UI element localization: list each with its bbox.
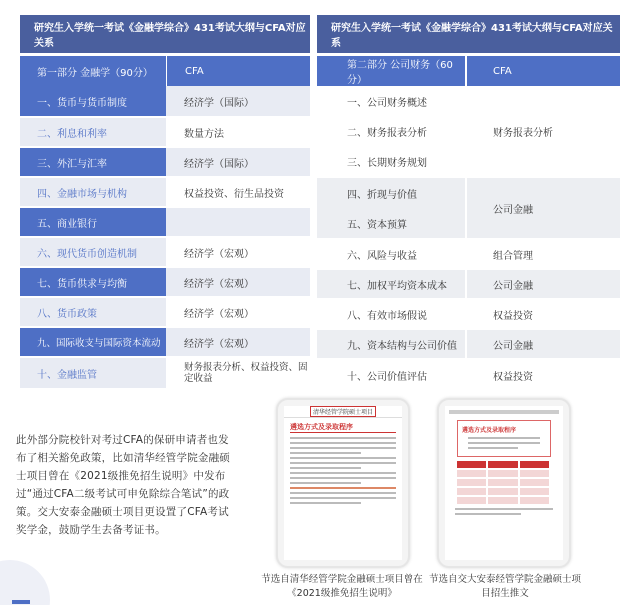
caption-jiaoda: 节选自交大安泰经管学院金融硕士项目招生推文 <box>428 574 581 599</box>
left-table-title: 研究生入学统一考试《金融学综合》431考试大纲与CFA对应关系 <box>20 15 310 53</box>
right-mapping-table <box>317 15 620 390</box>
phone-section-title: 遴选方式及录取程序 <box>290 422 396 433</box>
body-paragraph: 此外部分院校针对考过CFA的保研申请者也发布了相关豁免政策，比如清华经管学院金融硕士项目曾在《2021级推免招生说明》中发布过“通过CFA二级考试可申免除综合笔试”的政策。交大安泰金融硕士项目更设置了CFA考试奖学金，鼓励学生去备考证书。 <box>16 434 230 536</box>
table-row <box>317 238 620 268</box>
cfa-cell: 组合管理 <box>465 240 620 268</box>
cfa-cell: 权益投资 <box>465 300 620 328</box>
cfa-cell: 经济学（国际） <box>166 86 310 116</box>
topic-cell: 二、利息和利率 <box>20 118 166 146</box>
table-row <box>20 206 310 236</box>
decorative-bar <box>12 600 30 604</box>
cfa-cell: 公司金融 <box>465 330 620 358</box>
topic-cell: 七、货币供求与均衡 <box>20 268 166 296</box>
left-header-part: 第一部分 金融学（90分） <box>20 56 166 86</box>
decorative-circle <box>0 560 50 605</box>
right-header-cfa: CFA <box>465 56 620 86</box>
caption-tsinghua: 节选自清华经管学院金融硕士项目曾在《2021级推免招生说明》 <box>261 574 423 599</box>
topic-cell: 三、外汇与汇率 <box>20 148 166 176</box>
topic-cell: 四、折现与价值 <box>347 189 417 201</box>
cfa-cell: 数量方法 <box>166 118 310 146</box>
topic-cell: 二、财务报表分析 <box>347 127 427 139</box>
cfa-cell: 经济学（宏观） <box>166 268 310 296</box>
topic-cell: 七、加权平均资本成本 <box>347 280 447 292</box>
cfa-cell: 权益投资、衍生品投资 <box>166 178 310 206</box>
topic-cell: 六、风险与收益 <box>347 250 417 262</box>
table-row <box>20 356 310 388</box>
phone-section-title: 遴选方式及录取程序 <box>462 427 517 434</box>
phone-screenshot-tsinghua <box>276 398 410 568</box>
table-row <box>317 298 620 328</box>
cfa-cell: 财务报表分析 <box>465 86 620 176</box>
table-row <box>20 326 310 356</box>
cfa-cell: 公司金融 <box>465 178 620 238</box>
table-row <box>317 358 620 390</box>
phone-table <box>457 461 551 504</box>
merged-group-b <box>317 176 620 238</box>
phone-topbar-title: 清华经管学院硕士项目 <box>310 406 376 417</box>
topic-cell: 十、金融监管 <box>20 358 166 388</box>
topic-cell: 六、现代货币创造机制 <box>20 238 166 266</box>
topic-cell: 一、货币与货币制度 <box>20 86 166 116</box>
table-row <box>317 268 620 298</box>
topic-cell: 四、金融市场与机构 <box>20 178 166 206</box>
cfa-cell: 经济学（国际） <box>166 148 310 176</box>
right-table-title: 研究生入学统一考试《金融学综合》431考试大纲与CFA对应关系 <box>317 15 620 53</box>
topic-cell: 十、公司价值评估 <box>347 371 427 383</box>
table-row <box>20 176 310 206</box>
phone-screenshot-jiaoda <box>437 398 571 568</box>
table-row <box>20 146 310 176</box>
table-row <box>317 328 620 358</box>
topic-cell: 五、资本预算 <box>347 219 407 231</box>
table-row <box>20 236 310 266</box>
topic-cell: 一、公司财务概述 <box>347 97 427 109</box>
topic-cell: 九、资本结构与公司价值 <box>347 340 457 352</box>
right-header-part: 第二部分 公司财务（60分） <box>317 56 465 86</box>
table-row <box>20 296 310 326</box>
topic-cell: 八、有效市场假说 <box>347 310 427 322</box>
cfa-cell: 公司金融 <box>465 270 620 298</box>
topic-cell: 八、货币政策 <box>20 298 166 326</box>
table-row <box>20 116 310 146</box>
left-table-header <box>20 56 310 86</box>
table-row <box>20 266 310 296</box>
cfa-cell: 财务报表分析、权益投资、固定收益 <box>166 358 310 388</box>
topic-cell: 三、长期财务规划 <box>347 157 427 169</box>
table-row <box>20 86 310 116</box>
topic-cell: 五、商业银行 <box>20 208 166 236</box>
left-mapping-table <box>20 15 310 388</box>
cfa-cell: 经济学（宏观） <box>166 298 310 326</box>
topic-cell: 九、国际收支与国际资本流动 <box>20 328 166 356</box>
cfa-cell: 经济学（宏观） <box>166 328 310 356</box>
cfa-cell <box>166 208 310 236</box>
cfa-cell: 经济学（宏观） <box>166 238 310 266</box>
cfa-cell: 权益投资 <box>465 360 620 390</box>
left-header-cfa: CFA <box>166 56 310 86</box>
right-table-header <box>317 56 620 86</box>
merged-group-a <box>317 86 620 176</box>
